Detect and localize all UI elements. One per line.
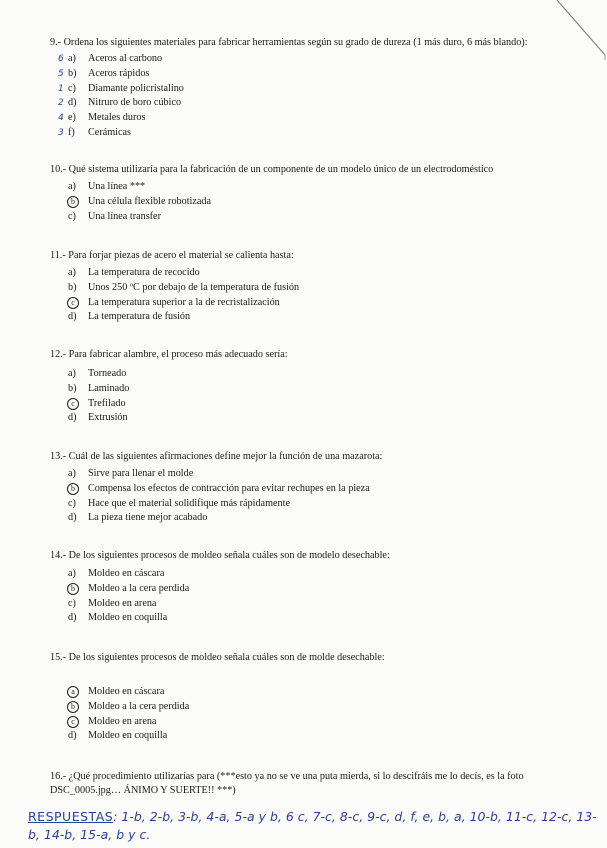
option-letter: a) <box>68 181 76 192</box>
option-text: Unos 250 ºC por debajo de la temperatura de fusión <box>88 281 300 293</box>
question-text: 12.- Para fabricar alambre, el proceso más adecuado sería: <box>50 349 288 360</box>
option-letter: a) <box>68 267 76 278</box>
option-letter-circled <box>68 195 79 210</box>
answers-text: : 1-b, 2-b, 3-b, 4-a, 5-a y b, 6 c, 7-c, 8-c, 9-c, d, f, e, b, a, 10-b, 11-c, 12-c, 13-b, 14-b, 15-a, b y c. <box>28 809 597 842</box>
option <box>50 111 555 126</box>
option <box>50 611 555 626</box>
option <box>50 67 555 82</box>
option-text: Moldeo en arena <box>88 597 157 609</box>
option <box>50 126 555 141</box>
question-text: 14.- De los siguientes procesos de moldeo señala cuáles son de modelo desechable: <box>50 550 390 561</box>
option-text: Moldeo a la cera perdida <box>88 700 190 712</box>
option <box>50 597 555 612</box>
option <box>50 296 555 311</box>
option <box>50 685 555 700</box>
option-letter: d) <box>68 612 77 624</box>
options-list <box>50 180 555 224</box>
option-letter: e) <box>68 112 76 124</box>
option-text: Extrusión <box>88 412 128 424</box>
question-text: 10.- Qué sistema utilizaría para la fabricación de un componente de un modelo único de un electrodoméstico <box>50 164 494 175</box>
option-text: La temperatura de fusión <box>88 311 191 323</box>
option-letter: d) <box>68 97 77 109</box>
option <box>50 367 555 382</box>
option-letter: a) <box>68 53 76 64</box>
question-10 <box>50 163 555 224</box>
option-letter: b) <box>68 67 77 79</box>
option-text: Cerámicas <box>88 126 131 138</box>
option-text: Moldeo en coquilla <box>88 612 168 624</box>
question-11 <box>50 249 555 325</box>
question-text: 13.- Cuál de las siguientes afirmaciones define mejor la función de una mazarota: <box>50 451 383 462</box>
option-letter-circled <box>68 582 79 597</box>
option-letter-circled <box>68 482 79 497</box>
option-text: Moldeo en coquilla <box>88 730 168 742</box>
circled-answer-mark: c <box>67 716 79 728</box>
question-15 <box>50 651 555 744</box>
option-letter: f) <box>68 126 75 138</box>
option-letter: c) <box>68 497 76 509</box>
question-text: 16.- ¿Qué procedimiento utilizarías para (***esto ya no se ve una puta mierda, si lo descifráis me lo decís, es la foto DSC_0005.jpg… ÁNIMO Y SUERTE!! ***) <box>50 771 524 796</box>
option-text: Torneado <box>88 368 127 379</box>
option-letter: a) <box>68 568 76 579</box>
option <box>50 82 555 97</box>
handwritten-rank: 2 <box>58 98 64 109</box>
option <box>50 382 555 397</box>
question-16 <box>50 770 555 798</box>
option <box>50 729 555 744</box>
option <box>50 180 555 195</box>
option <box>50 52 555 67</box>
option-letter: d) <box>68 311 77 323</box>
option-letter: d) <box>68 730 77 742</box>
handwritten-rank: 5 <box>58 68 64 79</box>
options-list <box>50 685 555 744</box>
option-text: Una célula flexible robotizada <box>88 195 212 207</box>
option-letter: d) <box>68 412 77 424</box>
option <box>50 497 555 512</box>
option-text: Compensa los efectos de contracción para evitar rechupes en la pieza <box>88 482 370 494</box>
question-14 <box>50 549 555 626</box>
circled-answer-mark: b <box>67 583 79 595</box>
circled-answer-mark: b <box>67 483 79 495</box>
option-letter-circled <box>68 700 79 715</box>
option-letter-circled <box>68 397 79 412</box>
option-letter: c) <box>68 210 76 222</box>
option <box>50 700 555 715</box>
option-letter: d) <box>68 512 77 524</box>
option <box>50 397 555 412</box>
option-text: Una línea *** <box>88 181 146 192</box>
option-text: Aceros rápidos <box>88 67 150 79</box>
option-letter: c) <box>68 82 76 94</box>
option-text: La temperatura de recocido <box>88 267 200 278</box>
option-text: Una línea transfer <box>88 210 161 222</box>
option-text: Moldeo en arena <box>88 715 157 727</box>
option-letter: b) <box>68 382 77 394</box>
question-text: 15.- De los siguientes procesos de moldeo señala cuáles son de molde desechable: <box>50 652 385 663</box>
circled-answer-mark: c <box>67 398 79 410</box>
option-text: La pieza tiene mejor acabado <box>88 512 208 524</box>
option-text: Hace que el material solidifique más rápidamente <box>88 497 290 509</box>
option-letter: a) <box>68 468 76 479</box>
option-text: Aceros al carbono <box>88 53 163 64</box>
option <box>50 96 555 111</box>
option-text: Sirve para llenar el molde <box>88 468 194 479</box>
question-text: 9.- Ordena los siguientes materiales para fabricar herramientas según su grado de dureza (1 más duro, 6 más blando): <box>50 37 528 48</box>
option <box>50 567 555 582</box>
handwritten-rank: 3 <box>58 127 64 138</box>
question-9 <box>50 36 555 141</box>
option-text: Trefilado <box>88 397 126 409</box>
option-letter: c) <box>68 597 76 609</box>
option-letter: a) <box>68 368 76 379</box>
question-text: 11.- Para forjar piezas de acero el material se calienta hasta: <box>50 250 294 261</box>
option-text: Moldeo a la cera perdida <box>88 582 190 594</box>
option <box>50 482 555 497</box>
answers-label: RESPUESTAS <box>28 809 114 824</box>
option-letter-circled <box>68 685 79 700</box>
option <box>50 467 555 482</box>
option <box>50 281 555 296</box>
option-text: Metales duros <box>88 112 146 124</box>
option-text: Nitruro de boro cúbico <box>88 97 182 109</box>
option-letter-circled <box>68 296 79 311</box>
option <box>50 266 555 281</box>
option-letter: b) <box>68 281 77 293</box>
option-text: Diamante policristalino <box>88 82 184 94</box>
circled-answer-mark: a <box>67 686 79 698</box>
options-list <box>50 567 555 626</box>
option <box>50 195 555 210</box>
option <box>50 411 555 426</box>
circled-answer-mark: c <box>67 297 79 309</box>
option <box>50 511 555 526</box>
circled-answer-mark: b <box>67 196 79 208</box>
handwritten-answers <box>28 808 598 844</box>
option-text: Moldeo en cáscara <box>88 686 165 697</box>
option-text: Moldeo en cáscara <box>88 568 165 579</box>
option <box>50 582 555 597</box>
handwritten-rank: 6 <box>58 54 64 64</box>
option <box>50 210 555 225</box>
option-text: La temperatura superior a la de recristalización <box>88 296 280 308</box>
page-corner-fold <box>547 0 607 60</box>
options-list <box>50 266 555 325</box>
option <box>50 715 555 730</box>
handwritten-rank: 1 <box>58 83 64 94</box>
option-letter-circled <box>68 715 79 730</box>
options-list <box>50 367 555 426</box>
option-text: Laminado <box>88 382 130 394</box>
question-12 <box>50 348 555 426</box>
question-13 <box>50 450 555 526</box>
handwritten-rank: 4 <box>58 113 64 124</box>
option <box>50 310 555 325</box>
options-list <box>50 467 555 526</box>
options-list <box>50 52 555 141</box>
circled-answer-mark: b <box>67 701 79 713</box>
